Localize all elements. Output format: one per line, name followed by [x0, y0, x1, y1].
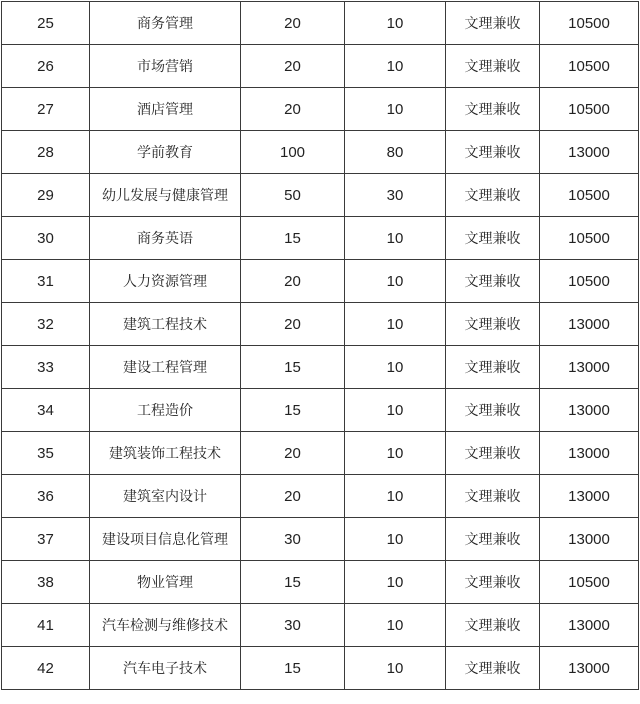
- table-row: [2, 561, 639, 604]
- subject-type-cell: 文理兼收: [446, 647, 540, 690]
- min-count-cell: 10: [345, 432, 446, 475]
- tuition-fee-cell: 10500: [540, 561, 639, 604]
- table-row: [2, 303, 639, 346]
- row-number-cell: 34: [2, 389, 90, 432]
- tuition-fee-cell: 13000: [540, 475, 639, 518]
- table-row: [2, 647, 639, 690]
- tuition-fee-cell: 10500: [540, 45, 639, 88]
- min-count-cell: 10: [345, 2, 446, 45]
- row-number-cell: 37: [2, 518, 90, 561]
- major-name-cell: 学前教育: [90, 131, 241, 174]
- table-row: [2, 518, 639, 561]
- min-count-cell: 10: [345, 561, 446, 604]
- table-row: [2, 475, 639, 518]
- tuition-fee-cell: 13000: [540, 131, 639, 174]
- row-number-cell: 28: [2, 131, 90, 174]
- plan-count-cell: 20: [241, 475, 345, 518]
- min-count-cell: 30: [345, 174, 446, 217]
- plan-count-cell: 15: [241, 561, 345, 604]
- major-name-cell: 商务管理: [90, 2, 241, 45]
- major-name-cell: 人力资源管理: [90, 260, 241, 303]
- row-number-cell: 25: [2, 2, 90, 45]
- subject-type-cell: 文理兼收: [446, 2, 540, 45]
- row-number-cell: 35: [2, 432, 90, 475]
- min-count-cell: 10: [345, 88, 446, 131]
- table-row: [2, 45, 639, 88]
- tuition-fee-cell: 10500: [540, 217, 639, 260]
- min-count-cell: 10: [345, 647, 446, 690]
- min-count-cell: 10: [345, 260, 446, 303]
- row-number-cell: 30: [2, 217, 90, 260]
- subject-type-cell: 文理兼收: [446, 45, 540, 88]
- subject-type-cell: 文理兼收: [446, 604, 540, 647]
- table-row: [2, 260, 639, 303]
- row-number-cell: 29: [2, 174, 90, 217]
- plan-count-cell: 30: [241, 604, 345, 647]
- major-name-cell: 物业管理: [90, 561, 241, 604]
- major-name-cell: 商务英语: [90, 217, 241, 260]
- major-name-cell: 酒店管理: [90, 88, 241, 131]
- plan-count-cell: 20: [241, 303, 345, 346]
- row-number-cell: 33: [2, 346, 90, 389]
- row-number-cell: 41: [2, 604, 90, 647]
- min-count-cell: 80: [345, 131, 446, 174]
- table-row: [2, 217, 639, 260]
- major-name-cell: 建筑装饰工程技术: [90, 432, 241, 475]
- table-row: [2, 2, 639, 45]
- plan-count-cell: 15: [241, 389, 345, 432]
- min-count-cell: 10: [345, 45, 446, 88]
- subject-type-cell: 文理兼收: [446, 561, 540, 604]
- tuition-fee-cell: 13000: [540, 604, 639, 647]
- major-name-cell: 建筑工程技术: [90, 303, 241, 346]
- subject-type-cell: 文理兼收: [446, 389, 540, 432]
- plan-count-cell: 20: [241, 45, 345, 88]
- table-row: [2, 432, 639, 475]
- table-row: [2, 88, 639, 131]
- row-number-cell: 27: [2, 88, 90, 131]
- table-row: [2, 174, 639, 217]
- row-number-cell: 42: [2, 647, 90, 690]
- major-name-cell: 工程造价: [90, 389, 241, 432]
- major-name-cell: 建设项目信息化管理: [90, 518, 241, 561]
- subject-type-cell: 文理兼收: [446, 131, 540, 174]
- major-name-cell: 幼儿发展与健康管理: [90, 174, 241, 217]
- min-count-cell: 10: [345, 303, 446, 346]
- plan-count-cell: 20: [241, 260, 345, 303]
- major-name-cell: 汽车检测与维修技术: [90, 604, 241, 647]
- table-row: [2, 131, 639, 174]
- tuition-fee-cell: 10500: [540, 88, 639, 131]
- plan-count-cell: 20: [241, 88, 345, 131]
- table-row: [2, 604, 639, 647]
- row-number-cell: 38: [2, 561, 90, 604]
- plan-count-cell: 15: [241, 217, 345, 260]
- major-name-cell: 市场营销: [90, 45, 241, 88]
- table-row: [2, 389, 639, 432]
- row-number-cell: 32: [2, 303, 90, 346]
- plan-count-cell: 30: [241, 518, 345, 561]
- min-count-cell: 10: [345, 346, 446, 389]
- plan-count-cell: 15: [241, 647, 345, 690]
- min-count-cell: 10: [345, 518, 446, 561]
- tuition-fee-cell: 13000: [540, 518, 639, 561]
- min-count-cell: 10: [345, 217, 446, 260]
- tuition-fee-cell: 10500: [540, 174, 639, 217]
- major-name-cell: 建设工程管理: [90, 346, 241, 389]
- tuition-fee-cell: 10500: [540, 260, 639, 303]
- row-number-cell: 31: [2, 260, 90, 303]
- row-number-cell: 26: [2, 45, 90, 88]
- subject-type-cell: 文理兼收: [446, 174, 540, 217]
- min-count-cell: 10: [345, 389, 446, 432]
- subject-type-cell: 文理兼收: [446, 88, 540, 131]
- plan-count-cell: 20: [241, 2, 345, 45]
- subject-type-cell: 文理兼收: [446, 303, 540, 346]
- subject-type-cell: 文理兼收: [446, 260, 540, 303]
- major-name-cell: 建筑室内设计: [90, 475, 241, 518]
- tuition-fee-cell: 13000: [540, 647, 639, 690]
- plan-count-cell: 100: [241, 131, 345, 174]
- subject-type-cell: 文理兼收: [446, 518, 540, 561]
- plan-count-cell: 50: [241, 174, 345, 217]
- subject-type-cell: 文理兼收: [446, 217, 540, 260]
- subject-type-cell: 文理兼收: [446, 475, 540, 518]
- tuition-fee-cell: 13000: [540, 389, 639, 432]
- tuition-fee-cell: 13000: [540, 432, 639, 475]
- tuition-fee-cell: 10500: [540, 2, 639, 45]
- min-count-cell: 10: [345, 475, 446, 518]
- plan-count-cell: 20: [241, 432, 345, 475]
- subject-type-cell: 文理兼收: [446, 346, 540, 389]
- major-name-cell: 汽车电子技术: [90, 647, 241, 690]
- row-number-cell: 36: [2, 475, 90, 518]
- min-count-cell: 10: [345, 604, 446, 647]
- tuition-fee-cell: 13000: [540, 346, 639, 389]
- plan-count-cell: 15: [241, 346, 345, 389]
- table-body: [2, 2, 639, 690]
- majors-table: [1, 1, 639, 690]
- subject-type-cell: 文理兼收: [446, 432, 540, 475]
- tuition-fee-cell: 13000: [540, 303, 639, 346]
- table-row: [2, 346, 639, 389]
